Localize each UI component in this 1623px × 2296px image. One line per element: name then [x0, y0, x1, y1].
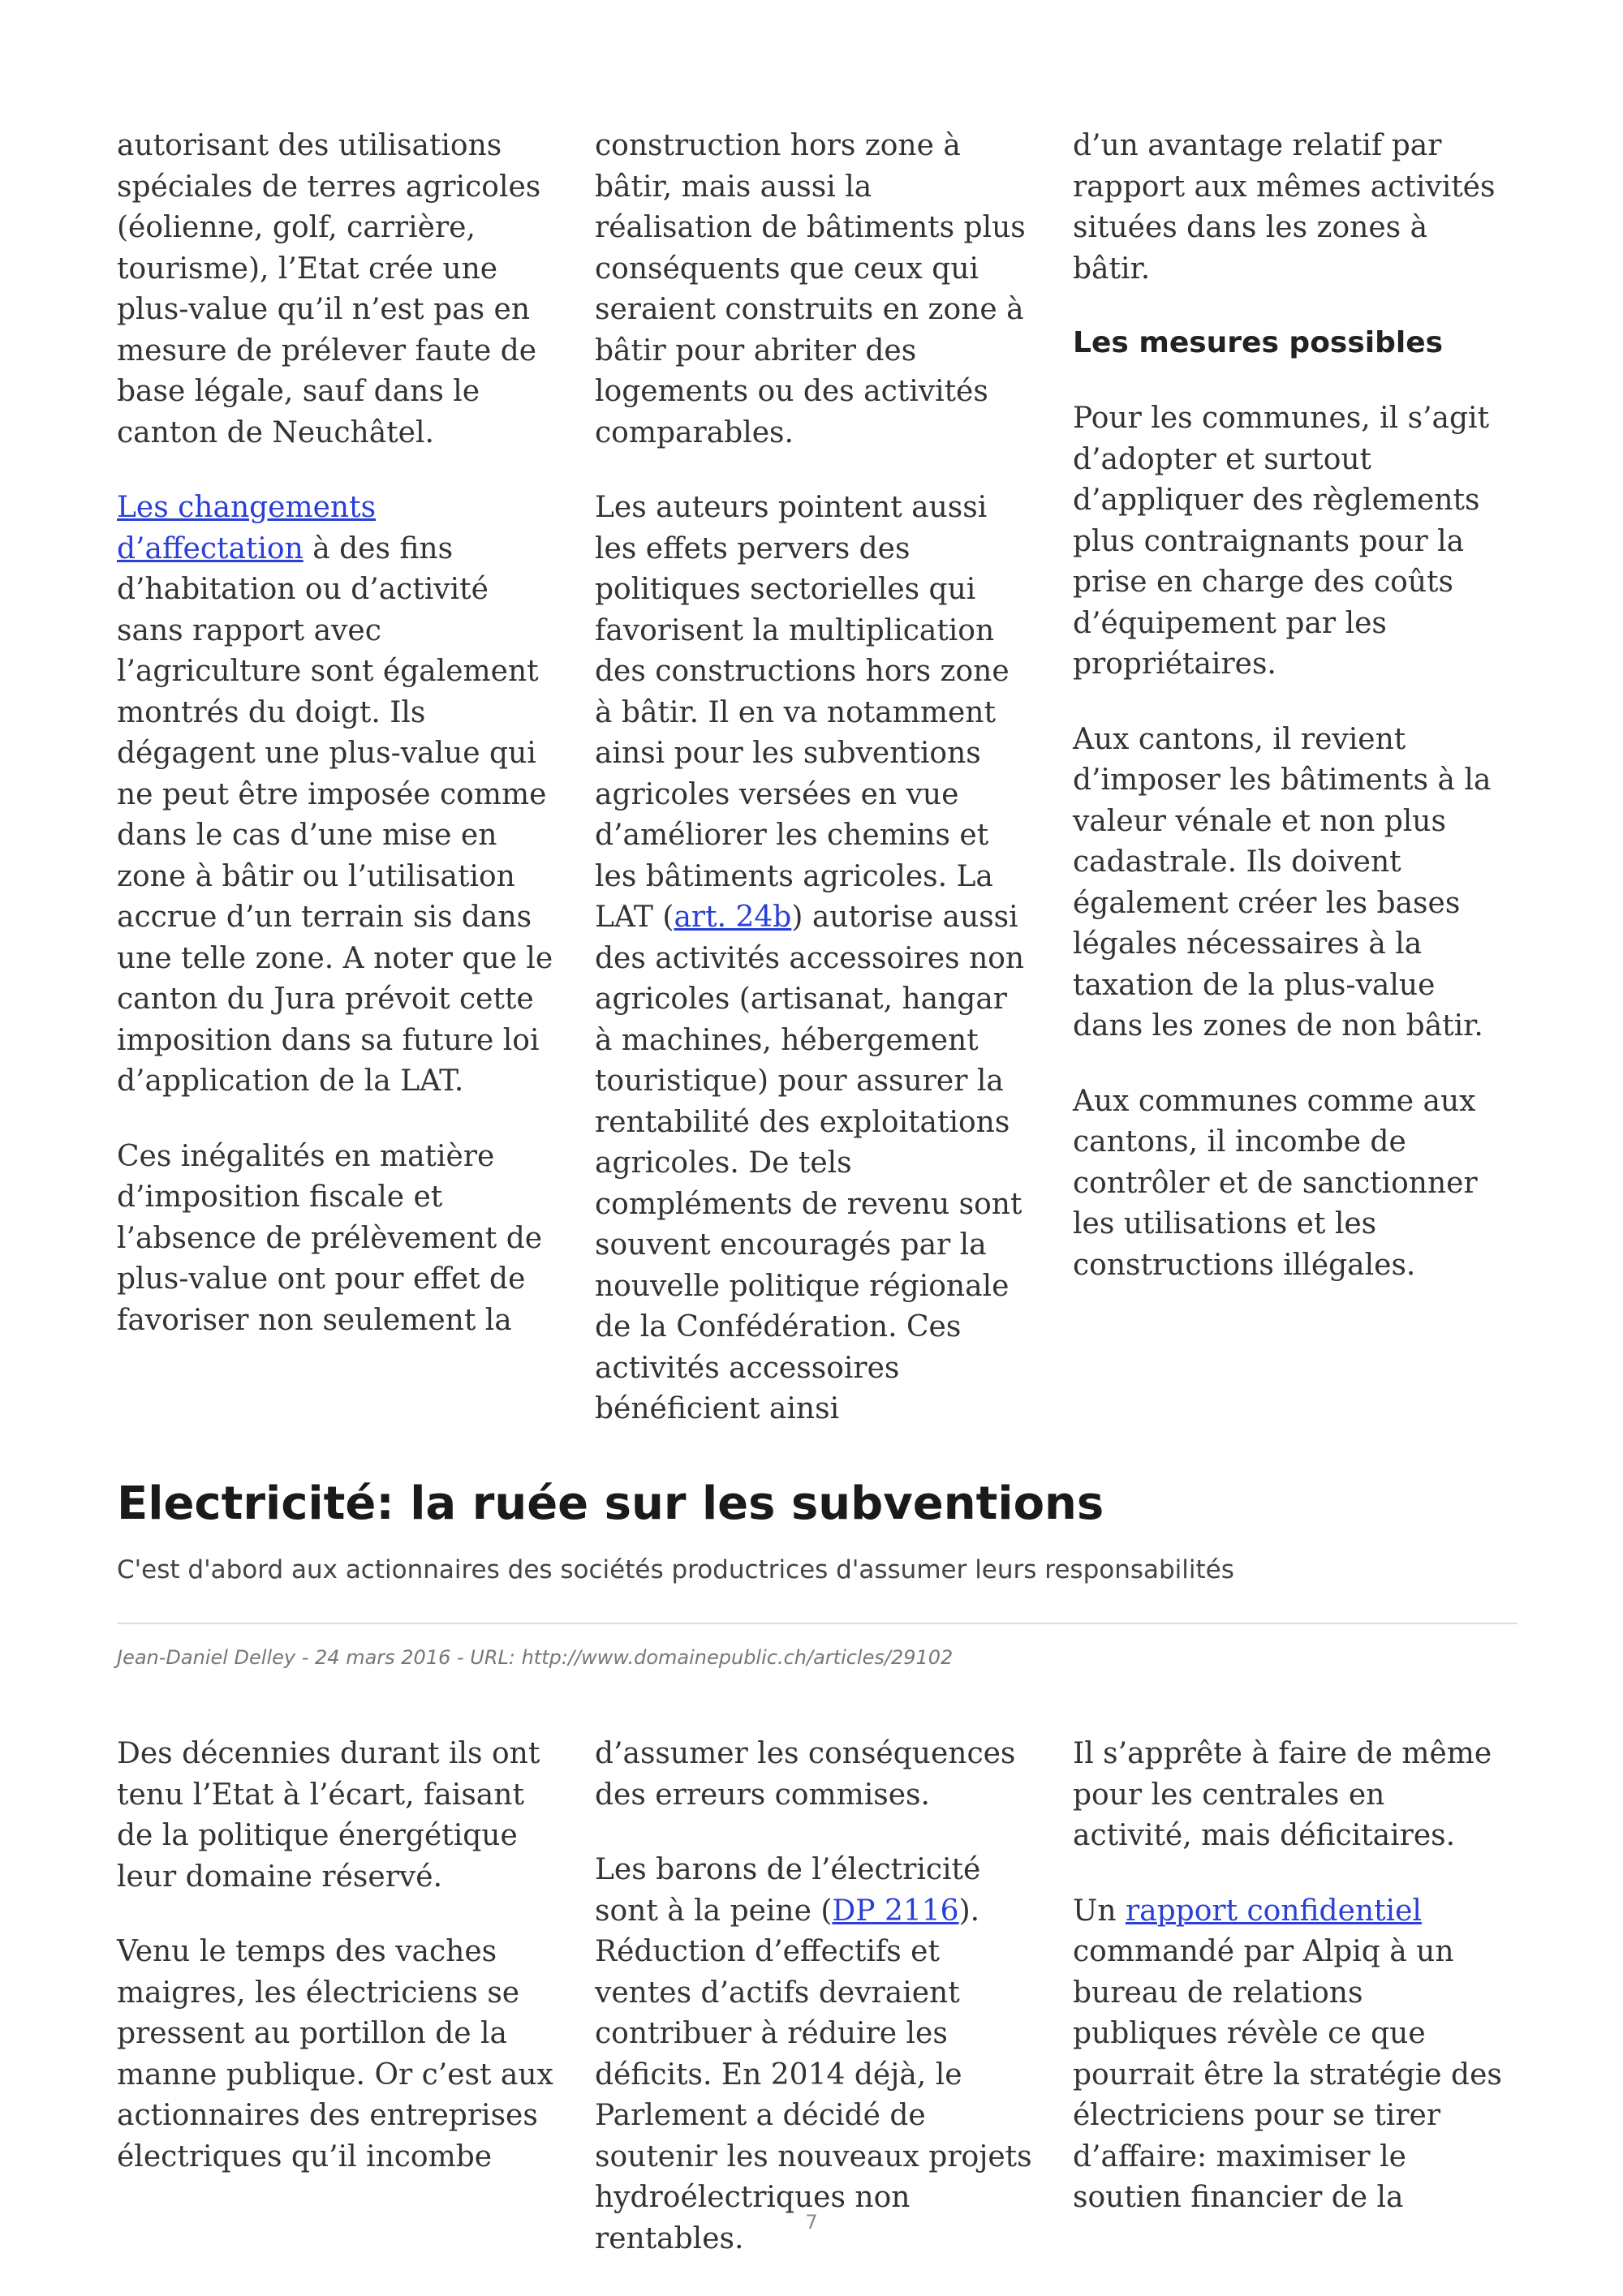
paragraph: d’un avantage relatif par rapport aux mêmes activités situées dans les zones à bâtir.	[1073, 129, 1496, 286]
paragraph: construction hors zone à bâtir, mais aussi la réalisation de bâtiments plus conséquents que ceux qui seraient construits en zone à bâtir pour abriter des logements ou des activités comparables.	[595, 129, 1026, 449]
paragraph-text: Les barons de l’électricité sont à la peine (	[595, 1853, 981, 1928]
paragraph: Pour les communes, il s’agit d’adopter et surtout d’appliquer des règlements plus contraignants pour la prise en charge des coûts d’équipement par les propriétaires.	[1073, 402, 1490, 681]
paragraph: Ces inégalités en matière d’imposition fiscale et l’absence de prélèvement de plus-value ont pour effet de favoriser non seulement la	[117, 1139, 543, 1337]
article-subtitle: C'est d'abord aux actionnaires des sociétés productrices d'assumer leurs responsabilités	[117, 1555, 1234, 1584]
dp-2116-link[interactable]: DP 2116	[832, 1894, 959, 1928]
paragraph: Venu le temps des vaches maigres, les électriciens se pressent au portillon de la manne publique. Or c’est aux actionnaires des entreprises électriques qu’il incombe	[117, 1935, 553, 2173]
article1-column-2	[595, 126, 1033, 1464]
article1-column-3	[1073, 126, 1511, 1320]
paragraph: autorisant des utilisations spéciales de terres agricoles (éolienne, golf, carrière, tourisme), l’Etat crée une plus-value qu’il n’est pas en mesure de prélever faute de base légale, sauf dans le canton de Neuchâtel.	[117, 129, 541, 449]
paragraph-text: ). Réduction d’effectifs et ventes d’actifs devraient contribuer à réduire les déficits. En 2014 déjà, le Parlement a décidé de soutenir les nouveaux projets hydroélectriques non rentables.	[595, 1894, 1032, 2255]
paragraph	[595, 1850, 1033, 2259]
paragraph	[117, 488, 555, 1103]
section-heading: Les mesures possibles	[1073, 326, 1444, 359]
article2-column-3	[1073, 1734, 1511, 2253]
paragraph: d’assumer les conséquences des erreurs commises.	[595, 1737, 1016, 1812]
paragraph-text: ) autorise aussi des activités accessoires non agricoles (artisanat, hangar à machines, hébergement touristique) pour assurer la rentabilité des exploitations agricoles. De tels compléments de revenu sont souvent encouragés par la nouvelle politique régionale de la Confédération. Ces activités accessoires bénéficient ainsi	[595, 901, 1025, 1425]
art-24b-link[interactable]: art. 24b	[674, 901, 792, 934]
article2-column-2	[595, 1734, 1033, 2294]
article1-column-1	[117, 126, 555, 1375]
paragraph-text: Un	[1073, 1894, 1126, 1928]
changements-affectation-link[interactable]: Les changements d’affectation	[117, 491, 377, 565]
article-title: Electricité: la ruée sur les subventions	[117, 1477, 1104, 1530]
page-number: 7	[805, 2211, 818, 2234]
divider	[117, 1623, 1518, 1624]
paragraph: Aux communes comme aux cantons, il incombe de contrôler et de sanctionner les utilisations et les constructions illégales.	[1073, 1084, 1478, 1282]
paragraph	[595, 488, 1033, 1430]
paragraph: Il s’apprête à faire de même pour les centrales en activité, mais déficitaires.	[1073, 1737, 1492, 1852]
article-meta: Jean-Daniel Delley - 24 mars 2016 - URL: http://www.domainepublic.ch/articles/29102	[117, 1646, 954, 1669]
paragraph: Des décennies durant ils ont tenu l’Etat à l’écart, faisant de la politique énergétique leur domaine réservé.	[117, 1737, 540, 1894]
paragraph	[1073, 1891, 1511, 2219]
rapport-confidentiel-link[interactable]: rapport confidentiel	[1125, 1894, 1422, 1928]
paragraph-text: Les auteurs pointent aussi les effets pervers des politiques sectorielles qui favorisent la multiplication des constructions hors zone à bâtir. Il en va notamment ainsi pour les subventions agricoles versées en vue d’améliorer les chemins et les bâtiments agricoles. La LAT (	[595, 491, 1010, 934]
article2-column-1	[117, 1734, 555, 2212]
paragraph-text: à des fins d’habitation ou d’activité sans rapport avec l’agriculture sont également montrés du doigt. Ils dégagent une plus-value qui ne peut être imposée comme dans le cas d’une mise en zone à bâtir ou l’utilisation accrue d’un terrain sis dans une telle zone. A noter que le canton du Jura prévoit cette imposition dans sa future loi d’application de la LAT.	[117, 531, 553, 1098]
paragraph-text: commandé par Alpiq à un bureau de relations publiques révèle ce que pourrait être la stratégie des électriciens pour se tirer d’affaire: maximiser le soutien financier de la	[1073, 1935, 1502, 2214]
paragraph: Aux cantons, il revient d’imposer les bâtiments à la valeur vénale et non plus cadastrale. Ils doivent également créer les bases légales nécessaires à la taxation de la plus-value dans les zones de non bâtir.	[1073, 722, 1492, 1043]
